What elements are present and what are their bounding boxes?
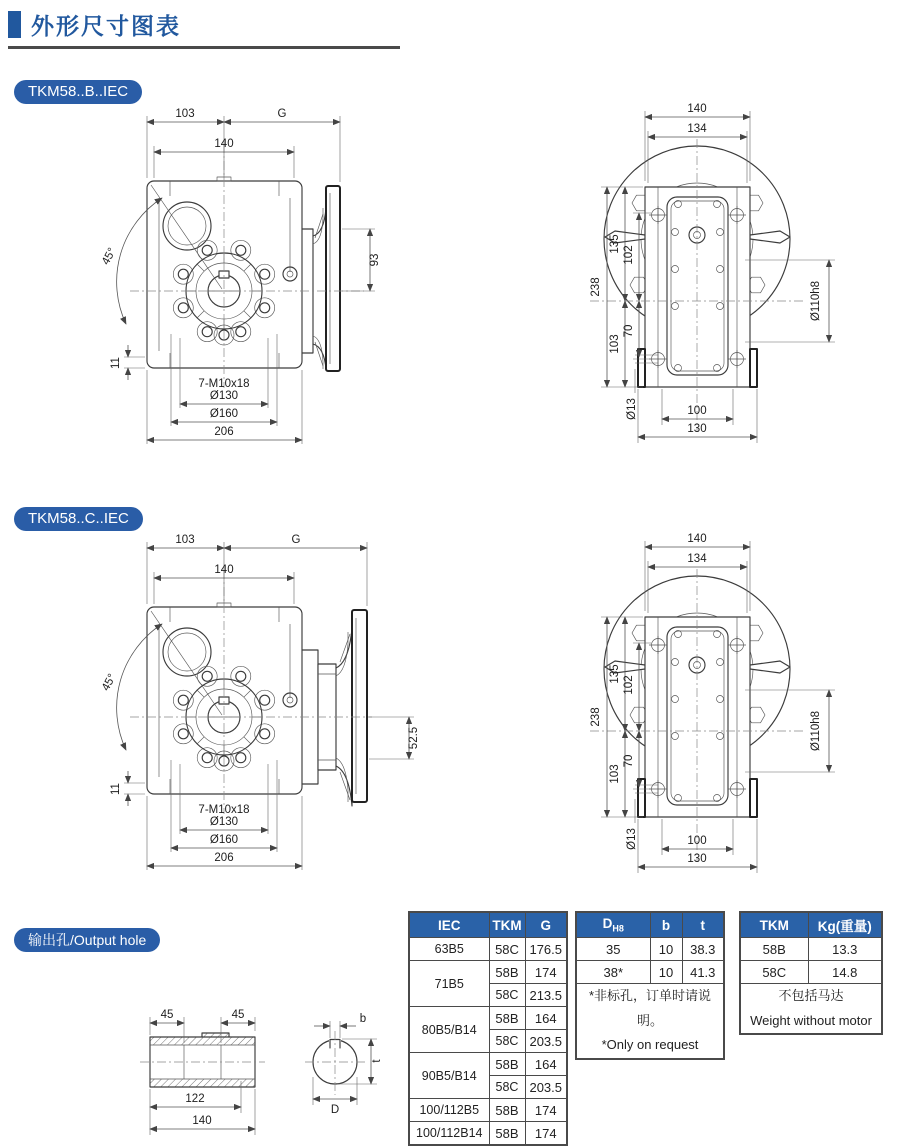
cell-iec: 63B5 [409, 938, 489, 961]
dim-52-5-label: 52.5 [408, 726, 420, 750]
dim-134-label: 134 [687, 123, 707, 135]
dim-d13-label: Ø13 [626, 828, 638, 850]
cell-iec: 80B5/B14 [409, 1007, 489, 1053]
d-subscript: H8 [612, 923, 624, 934]
cell-t: 38.3 [682, 938, 724, 961]
note-en: Weight without motor [750, 1012, 872, 1028]
key-depth-label: t [371, 1059, 383, 1063]
gearbox-side-body [590, 569, 805, 862]
dim-d110-label: Ø110h8 [810, 280, 822, 322]
table-row [409, 938, 567, 961]
dim-d160-label: Ø160 [209, 408, 239, 420]
iec-flange-side [302, 186, 340, 371]
hole-table-note [576, 984, 724, 1060]
title-marker-icon [8, 11, 21, 38]
dim-130-label: 130 [687, 423, 707, 435]
weight-table [739, 911, 883, 1035]
col-header-iec: IEC [409, 912, 489, 938]
dim-93-label: 93 [369, 253, 381, 267]
dim-103-label: 103 [175, 534, 195, 546]
dim-45-left-label: 45 [160, 1009, 174, 1021]
dim-130-label: 130 [687, 853, 707, 865]
dim-135-label: 135 [609, 664, 621, 684]
dim-206-label: 206 [214, 852, 234, 864]
note-en: *Only on request [601, 1037, 699, 1053]
bore-dia-label: D [330, 1104, 340, 1116]
title-rule [8, 46, 400, 49]
cell-g: 203.5 [525, 1030, 567, 1053]
table-row [740, 961, 882, 984]
table-header-row [740, 912, 882, 938]
cell-tkm: 58B [489, 1053, 525, 1076]
side-view-c-drawing [495, 517, 895, 902]
cell-g: 174 [525, 961, 567, 984]
model-badge-b: TKM58..B..IEC [14, 80, 142, 104]
note-zh: *非标孔，订单时请说明。 [588, 988, 712, 1028]
col-header-b: b [650, 912, 682, 938]
d-label: D [602, 916, 613, 932]
dim-g-label: G [277, 108, 287, 120]
col-header-tkm: TKM [489, 912, 525, 938]
dim-238-label: 238 [590, 277, 602, 297]
note-zh: 不包括马达 [778, 988, 844, 1003]
dim-45-right-label: 45 [231, 1009, 245, 1021]
shaft-section-dimensions [150, 1009, 255, 1135]
gearbox-front-body [130, 144, 364, 388]
hollow-shaft-section [140, 1033, 265, 1087]
table-header-row [576, 912, 724, 938]
iec-flange-table [408, 911, 568, 1146]
tap-note-label: 7-M10x18 [198, 378, 250, 390]
cell-g: 164 [525, 1007, 567, 1030]
gearbox-front-body [130, 570, 372, 814]
dim-103-label: 103 [175, 108, 195, 120]
dim-d130-label: Ø130 [209, 390, 239, 402]
cell-iec: 100/112B5 [409, 1099, 489, 1122]
key-width-label: b [359, 1013, 367, 1025]
col-header-tkm: TKM [740, 912, 808, 938]
output-hole-badge: 输出孔/Output hole [14, 928, 160, 952]
dim-122-label: 122 [185, 1093, 205, 1105]
front-view-b-drawing [72, 86, 472, 471]
col-header-t: t [682, 912, 724, 938]
table-row [740, 938, 882, 961]
cell-kg: 14.8 [808, 961, 882, 984]
dim-d130-label: Ø130 [209, 816, 239, 828]
dim-135-label: 135 [609, 234, 621, 254]
dim-238-label: 238 [590, 707, 602, 727]
cell-tkm: 58C [489, 938, 525, 961]
dim-103-label: 103 [609, 764, 621, 784]
dim-70-label: 70 [623, 754, 635, 768]
dim-140-label: 140 [214, 138, 234, 150]
table-row [409, 1099, 567, 1122]
cell-tkm: 58C [489, 1076, 525, 1099]
model-badge-c: TKM58..C..IEC [14, 507, 143, 531]
dim-d110-label: Ø110h8 [810, 710, 822, 752]
dim-70-label: 70 [623, 324, 635, 338]
dim-140-label: 140 [687, 533, 707, 545]
output-hole-table [575, 911, 725, 1060]
dim-g-label: G [291, 534, 301, 546]
col-header-d [576, 912, 650, 938]
cell-b: 10 [650, 961, 682, 984]
side-body-outline [645, 187, 750, 387]
cell-b: 10 [650, 938, 682, 961]
angle-45-label: 45° [99, 672, 119, 694]
weight-table-note [740, 984, 882, 1035]
cell-d: 38* [576, 961, 650, 984]
cell-g: 213.5 [525, 984, 567, 1007]
table-row [409, 1007, 567, 1030]
note-row [740, 984, 882, 1035]
cell-tkm: 58B [489, 961, 525, 984]
dim-d160-label: Ø160 [209, 834, 239, 846]
cell-g: 176.5 [525, 938, 567, 961]
col-header-g: G [525, 912, 567, 938]
cell-tkm: 58C [489, 984, 525, 1007]
table-header-row [409, 912, 567, 938]
cell-tkm: 58B [489, 1122, 525, 1146]
cell-tkm: 58C [489, 1030, 525, 1053]
cell-t: 41.3 [682, 961, 724, 984]
col-header-kg: Kg(重量) [808, 912, 882, 938]
dim-206-label: 206 [214, 426, 234, 438]
cell-g: 203.5 [525, 1076, 567, 1099]
note-row [576, 984, 724, 1060]
cell-iec: 100/112B14 [409, 1122, 489, 1146]
cell-tkm: 58C [740, 961, 808, 984]
cell-tkm: 58B [489, 1007, 525, 1030]
front-view-c-drawing [72, 512, 472, 897]
cell-iec: 71B5 [409, 961, 489, 1007]
iec-flange-side-extended [302, 610, 367, 806]
dim-140-label: 140 [214, 564, 234, 576]
page-title: 外形尺寸图表 [31, 13, 181, 39]
dim-134-label: 134 [687, 553, 707, 565]
bore-cross-section [305, 1031, 365, 1095]
gearbox-side-body [590, 139, 805, 432]
dim-11-label: 11 [110, 783, 122, 795]
dim-140-label: 140 [192, 1115, 212, 1127]
angle-45-label: 45° [99, 246, 119, 268]
dim-102-label: 102 [623, 245, 635, 265]
output-hole-drawing [125, 995, 415, 1145]
page-header [8, 8, 181, 41]
side-view-b-drawing [495, 87, 895, 472]
cell-g: 174 [525, 1122, 567, 1146]
table-row [576, 961, 724, 984]
side-body-outline [645, 617, 750, 817]
dim-102-label: 102 [623, 675, 635, 695]
dim-103-label: 103 [609, 334, 621, 354]
cell-tkm: 58B [489, 1099, 525, 1122]
cell-tkm: 58B [740, 938, 808, 961]
dim-d13-label: Ø13 [626, 398, 638, 420]
dim-140-label: 140 [687, 103, 707, 115]
table-row [409, 1053, 567, 1076]
dim-100-label: 100 [687, 405, 707, 417]
table-row [409, 1122, 567, 1146]
dim-100-label: 100 [687, 835, 707, 847]
table-row [409, 961, 567, 984]
cell-g: 174 [525, 1099, 567, 1122]
cell-g: 164 [525, 1053, 567, 1076]
dim-11-label: 11 [110, 357, 122, 369]
cell-kg: 13.3 [808, 938, 882, 961]
table-row [576, 938, 724, 961]
cell-iec: 90B5/B14 [409, 1053, 489, 1099]
tap-note-label: 7-M10x18 [198, 804, 250, 816]
cell-d: 35 [576, 938, 650, 961]
